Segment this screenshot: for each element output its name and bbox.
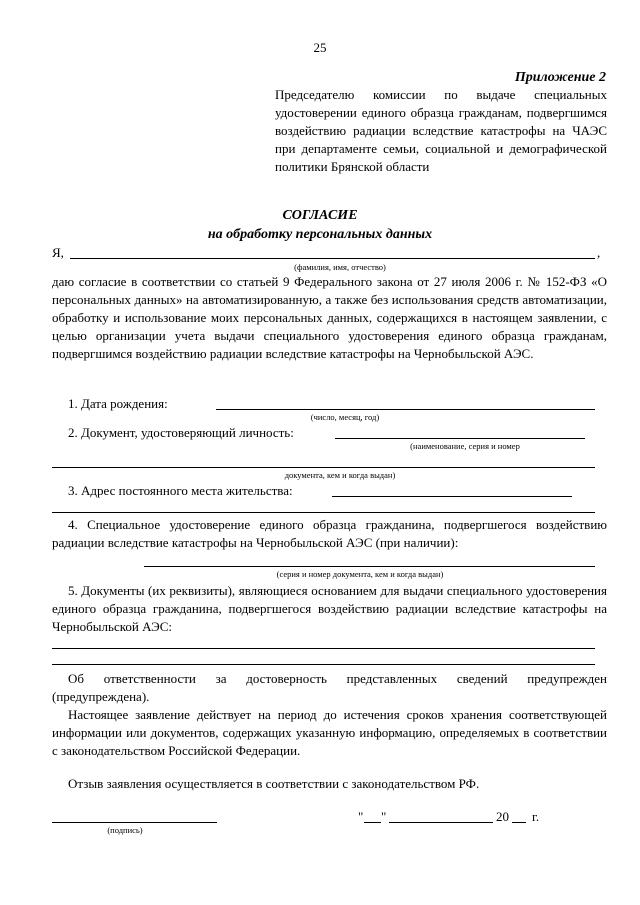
address-field[interactable] [332, 496, 572, 497]
identity-document-field-2[interactable] [52, 467, 595, 468]
hint-signature: (подпись) [107, 825, 143, 835]
fio-field[interactable] [70, 258, 595, 259]
responsibility-paragraph: Об ответственности за достоверность представленных сведений предупрежден (предупреждена). [52, 671, 607, 704]
hint-doc-2: документа, кем и когда выдан) [284, 470, 396, 480]
validity-paragraph: Настоящее заявление действует на период до истечения сроков хранения соответствующей информации или документов, содержащих указанную информацию, определяемых в соответствии с законодательством Российской Федерации. [52, 707, 607, 758]
i-suffix: , [597, 245, 601, 260]
signature-field[interactable] [52, 822, 217, 823]
hint-cert: (серия и номер документа, кем и когда выдан) [276, 569, 444, 579]
date-year-prefix: 20 [496, 809, 509, 824]
hint-doc-1: (наименование, серия и номер [410, 441, 520, 451]
documents-field-2[interactable] [52, 664, 595, 665]
item5-text: 5. Документы (их реквизиты), являющиеся основанием для выдачи специального удостоверения единого образца гражданина, подвергшегося воздействию радиации вследствие катастрофы на Чернобыльской АЭС: [52, 583, 607, 634]
date-open-quote: " [358, 809, 364, 824]
documents-field[interactable] [52, 648, 595, 649]
i-prefix: Я, [52, 245, 64, 260]
page-number: 25 [313, 40, 327, 55]
date-month-field[interactable] [389, 822, 493, 823]
date-year-field[interactable] [512, 822, 526, 823]
document-subtitle: на обработку персональных данных [207, 227, 433, 242]
address-field-2[interactable] [52, 512, 595, 513]
date-year-suffix: г. [532, 809, 540, 824]
date-close-quote: " [381, 809, 387, 824]
item3-label: 3. Адрес постоянного места жительства: [68, 483, 293, 498]
item2-label: 2. Документ, удостоверяющий личность: [68, 425, 294, 440]
identity-document-field[interactable] [335, 438, 585, 439]
document-title: СОГЛАСИЕ [282, 208, 358, 223]
consent-paragraph: даю согласие в соответствии со статьей 9 Федерального закона от 27 июля 2006 г. № 152-ФЗ «О персональных данных» на автоматизированную, а также без использования средств автоматизации, обработку и использование моих персональных данных, содержащихся в настоящем заявлении, с целью организации учета выдачи специального удостоверения единого образца гражданам, подвергшимся воздействию радиации вследствие катастрофы на Чернобыльской АЭС. [52, 274, 607, 361]
annex-label: Приложение 2 [514, 70, 606, 85]
hint-date: (число, месяц, год) [310, 412, 380, 422]
birthdate-field[interactable] [216, 409, 595, 410]
item4-text: 4. Специальное удостоверение единого образца гражданина, подвергшегося воздействию радиации вследствие катастрофы на Чернобыльской АЭС (при наличии): [52, 517, 607, 550]
certificate-field[interactable] [144, 566, 595, 567]
item1-label: 1. Дата рождения: [68, 396, 168, 411]
hint-fio: (фамилия, имя, отчество) [294, 262, 386, 272]
date-day-field[interactable] [364, 822, 381, 823]
revocation-paragraph: Отзыв заявления осуществляется в соответствии с законодательством РФ. [68, 776, 480, 791]
addressee-block: Председателю комиссии по выдаче специальных удостоверении единого образца гражданам, подвергшимся воздействию радиации вследствие катастрофы на ЧАЭС при департаменте семьи, социальной и демографической политики Брянской области [275, 87, 607, 174]
